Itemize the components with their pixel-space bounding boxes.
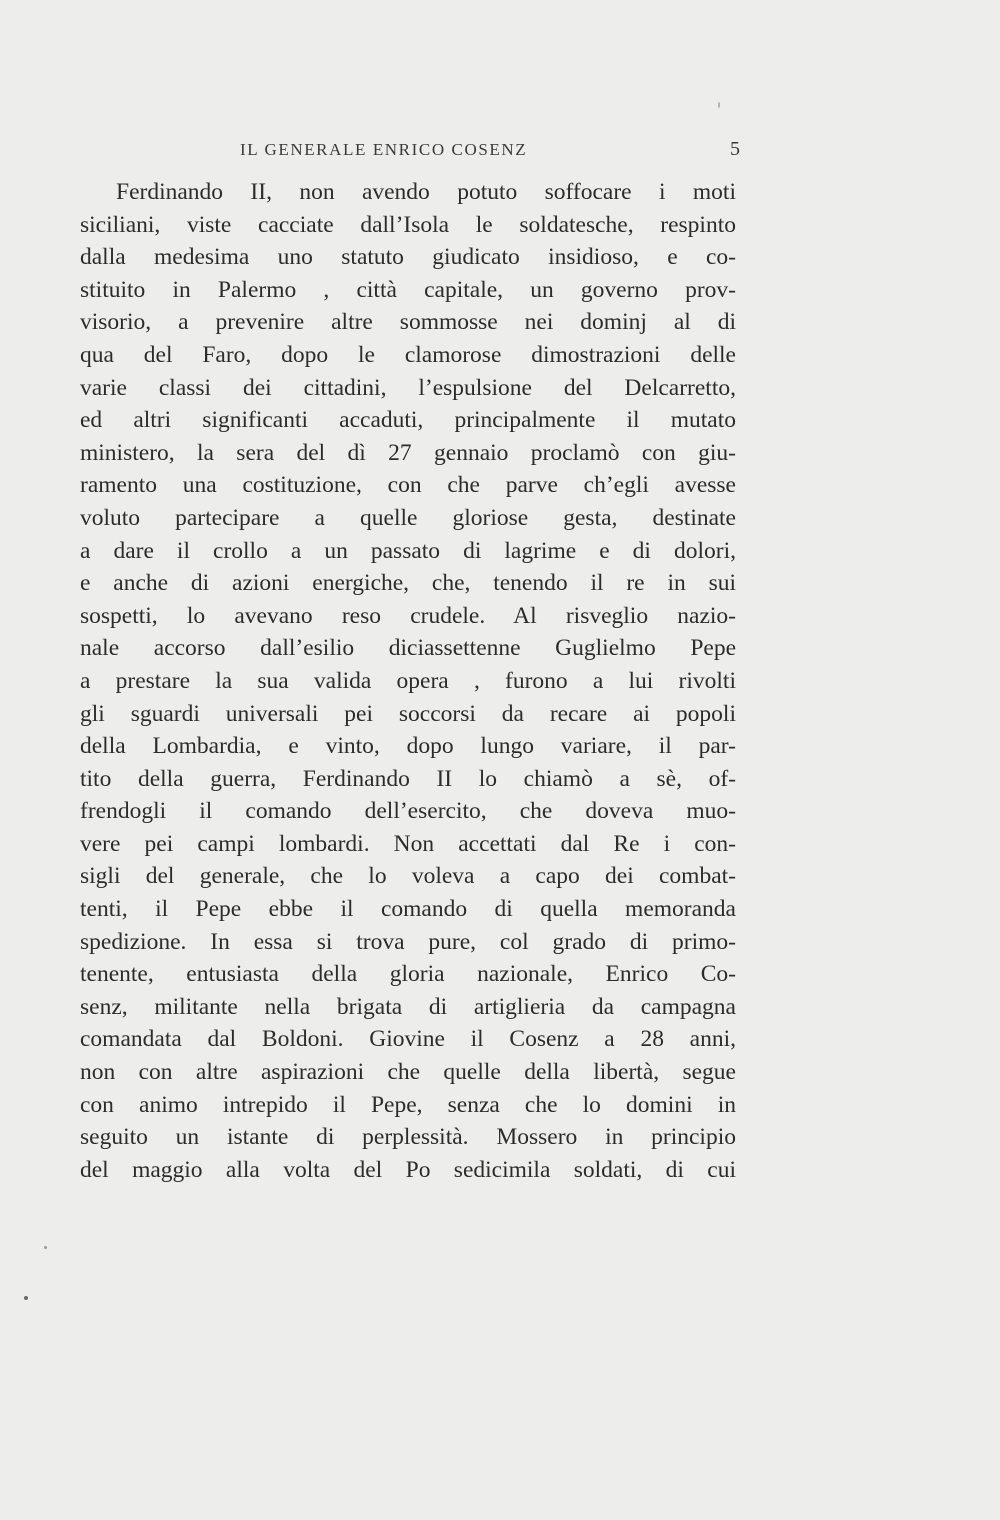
paper-speck [24,1296,28,1300]
text-line: frendogli il comando dell’esercito, che doveva muo- [80,798,736,825]
text-line: ramento una costituzione, con che parve ch’egli avesse [80,472,736,499]
text-line: senz, militante nella brigata di artiglieria da campagna [80,993,736,1020]
text-line: gli sguardi universali pei soccorsi da recare ai popoli [80,700,736,727]
text-line: ministero, la sera del dì 27 gennaio proclamò con giu- [80,439,736,466]
text-line: stituito in Palermo , città capitale, un governo prov- [80,276,736,303]
text-line: nale accorso dall’esilio diciassettenne Guglielmo Pepe [80,635,736,662]
text-line: spedizione. In essa si trova pure, col grado di primo- [80,928,736,955]
paper-speck [718,102,720,108]
text-line: tito della guerra, Ferdinando II lo chiamò a sè, of- [80,765,736,792]
text-line: del maggio alla volta del Po sedicimila soldati, di cui [80,1156,736,1183]
page-number: 5 [730,138,740,160]
body-paragraph [80,176,736,1186]
text-line: voluto partecipare a quelle gloriose gesta, destinate [80,504,736,531]
text-line: tenente, entusiasta della gloria nazionale, Enrico Co- [80,961,736,988]
text-line: siciliani, viste cacciate dall’Isola le soldatesche, respinto [80,211,736,238]
text-line: tenti, il Pepe ebbe il comando di quella memoranda [80,896,736,923]
text-line: ed altri significanti accaduti, principalmente il mutato [80,407,736,434]
text-line: qua del Faro, dopo le clamorose dimostrazioni delle [80,341,736,368]
text-line: a dare il crollo a un passato di lagrime e di dolori, [80,537,736,564]
running-head [80,140,740,164]
text-line: e anche di azioni energiche, che, tenendo il re in sui [80,570,736,597]
paper-speck [44,1246,47,1249]
text-line: non con altre aspirazioni che quelle della libertà, segue [80,1059,736,1086]
text-line: sospetti, lo avevano reso crudele. Al risveglio nazio- [80,602,736,629]
text-line: seguito un istante di perplessità. Mossero in principio [80,1124,736,1151]
text-line: dalla medesima uno statuto giudicato insidioso, e co- [80,244,736,271]
text-line: varie classi dei cittadini, l’espulsione del Delcarretto, [80,374,736,401]
text-line: Ferdinando II, non avendo potuto soffocare i moti [116,179,736,205]
text-line: sigli del generale, che lo voleva a capo dei combat- [80,863,736,890]
text-line: vere pei campi lombardi. Non accettati dal Re i con- [80,830,736,857]
running-title: IL GENERALE ENRICO COSENZ [240,140,528,159]
text-line: della Lombardia, e vinto, dopo lungo variare, il par- [80,733,736,760]
text-line: visorio, a prevenire altre sommosse nei dominj al di [80,309,736,336]
text-line: comandata dal Boldoni. Giovine il Cosenz a 28 anni, [80,1026,736,1053]
text-line: a prestare la sua valida opera , furono a lui rivolti [80,667,736,694]
text-line: con animo intrepido il Pepe, senza che lo domini in [80,1091,736,1118]
